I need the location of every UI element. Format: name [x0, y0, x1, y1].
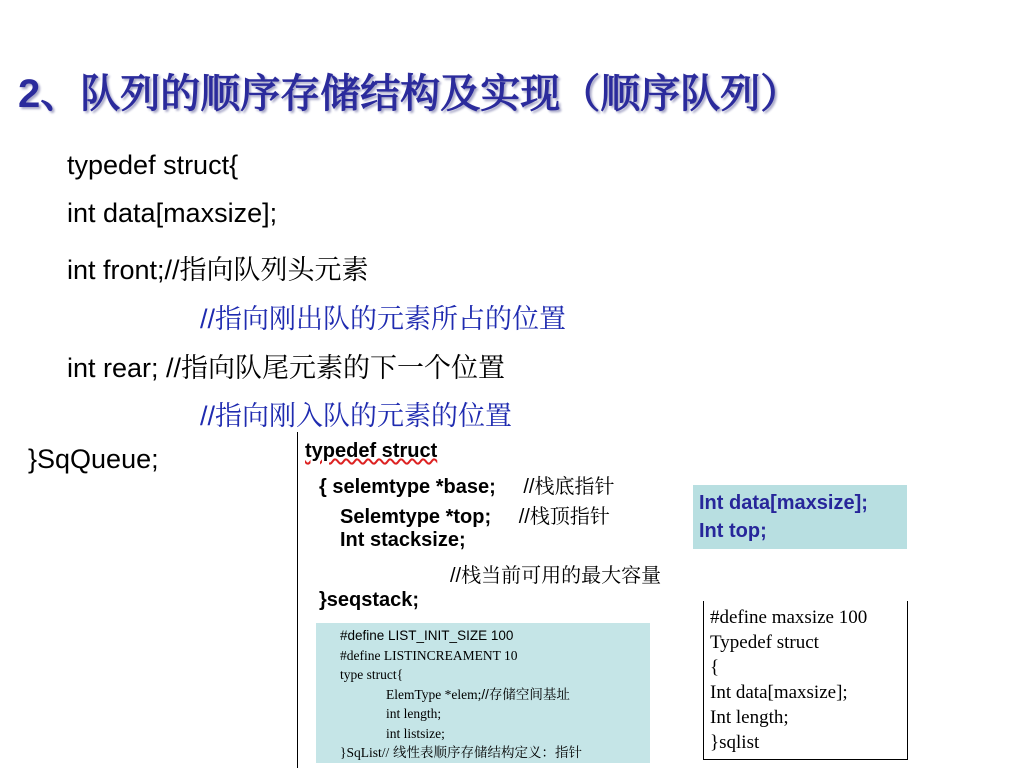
code-comment-front: //指向刚出队的元素所占的位置: [200, 304, 567, 334]
box-b-line-4: ElemType *elem;//存储空间基址: [386, 686, 570, 702]
slide-title: 2、队列的顺序存储结构及实现（顺序队列）: [18, 72, 801, 116]
stack-line-seqstack: }seqstack;: [319, 589, 420, 611]
code-line-front: int front;//指向队列头元素: [67, 255, 369, 285]
sqlist-definition-box: [316, 623, 650, 763]
box-b-line-1: #define LIST_INIT_SIZE 100: [340, 628, 514, 643]
code-line-sqqueue: }SqQueue;: [28, 444, 159, 474]
code-line-rear: int rear; //指向队尾元素的下一个位置: [67, 353, 506, 383]
box-c-line-2: Typedef struct: [710, 632, 819, 653]
stack-comment-stacksize: //栈当前可用的最大容量: [450, 565, 662, 587]
box-b-line-2: #define LISTINCREAMENT 10: [340, 647, 518, 663]
box-c-line-6: }sqlist: [710, 732, 760, 753]
code-comment-rear: //指向刚入队的元素的位置: [200, 401, 513, 431]
box-b-line-7: }SqList// 线性表顺序存储结构定义：指针: [340, 745, 583, 760]
stack-line-top: Selemtype *top; //栈顶指针: [340, 506, 610, 528]
box-c-line-3: {: [710, 657, 720, 678]
box-b-line-3: type struct{: [340, 667, 404, 682]
box-b-line-5: int length;: [386, 706, 442, 721]
box-c-line-4: Int data[maxsize];: [710, 682, 848, 703]
stack-array-box: [693, 485, 907, 549]
box-c-line-5: Int length;: [710, 707, 789, 728]
sqlist-static-box: [703, 601, 908, 760]
box-a-line-1: Int data[maxsize];: [699, 492, 868, 514]
code-line-data: int data[maxsize];: [67, 198, 278, 228]
box-b-line-6: int listsize;: [386, 725, 445, 741]
code-line-typedef: typedef struct{: [67, 150, 239, 180]
stack-line-stacksize: Int stacksize;: [340, 529, 466, 551]
stack-line-base: { selemtype *base; //栈底指针: [319, 476, 615, 498]
box-c-line-1: #define maxsize 100: [710, 607, 868, 628]
vertical-divider: [297, 432, 298, 768]
box-a-line-2: Int top;: [699, 520, 767, 542]
stack-line-typedef: typedef struct: [305, 440, 438, 462]
